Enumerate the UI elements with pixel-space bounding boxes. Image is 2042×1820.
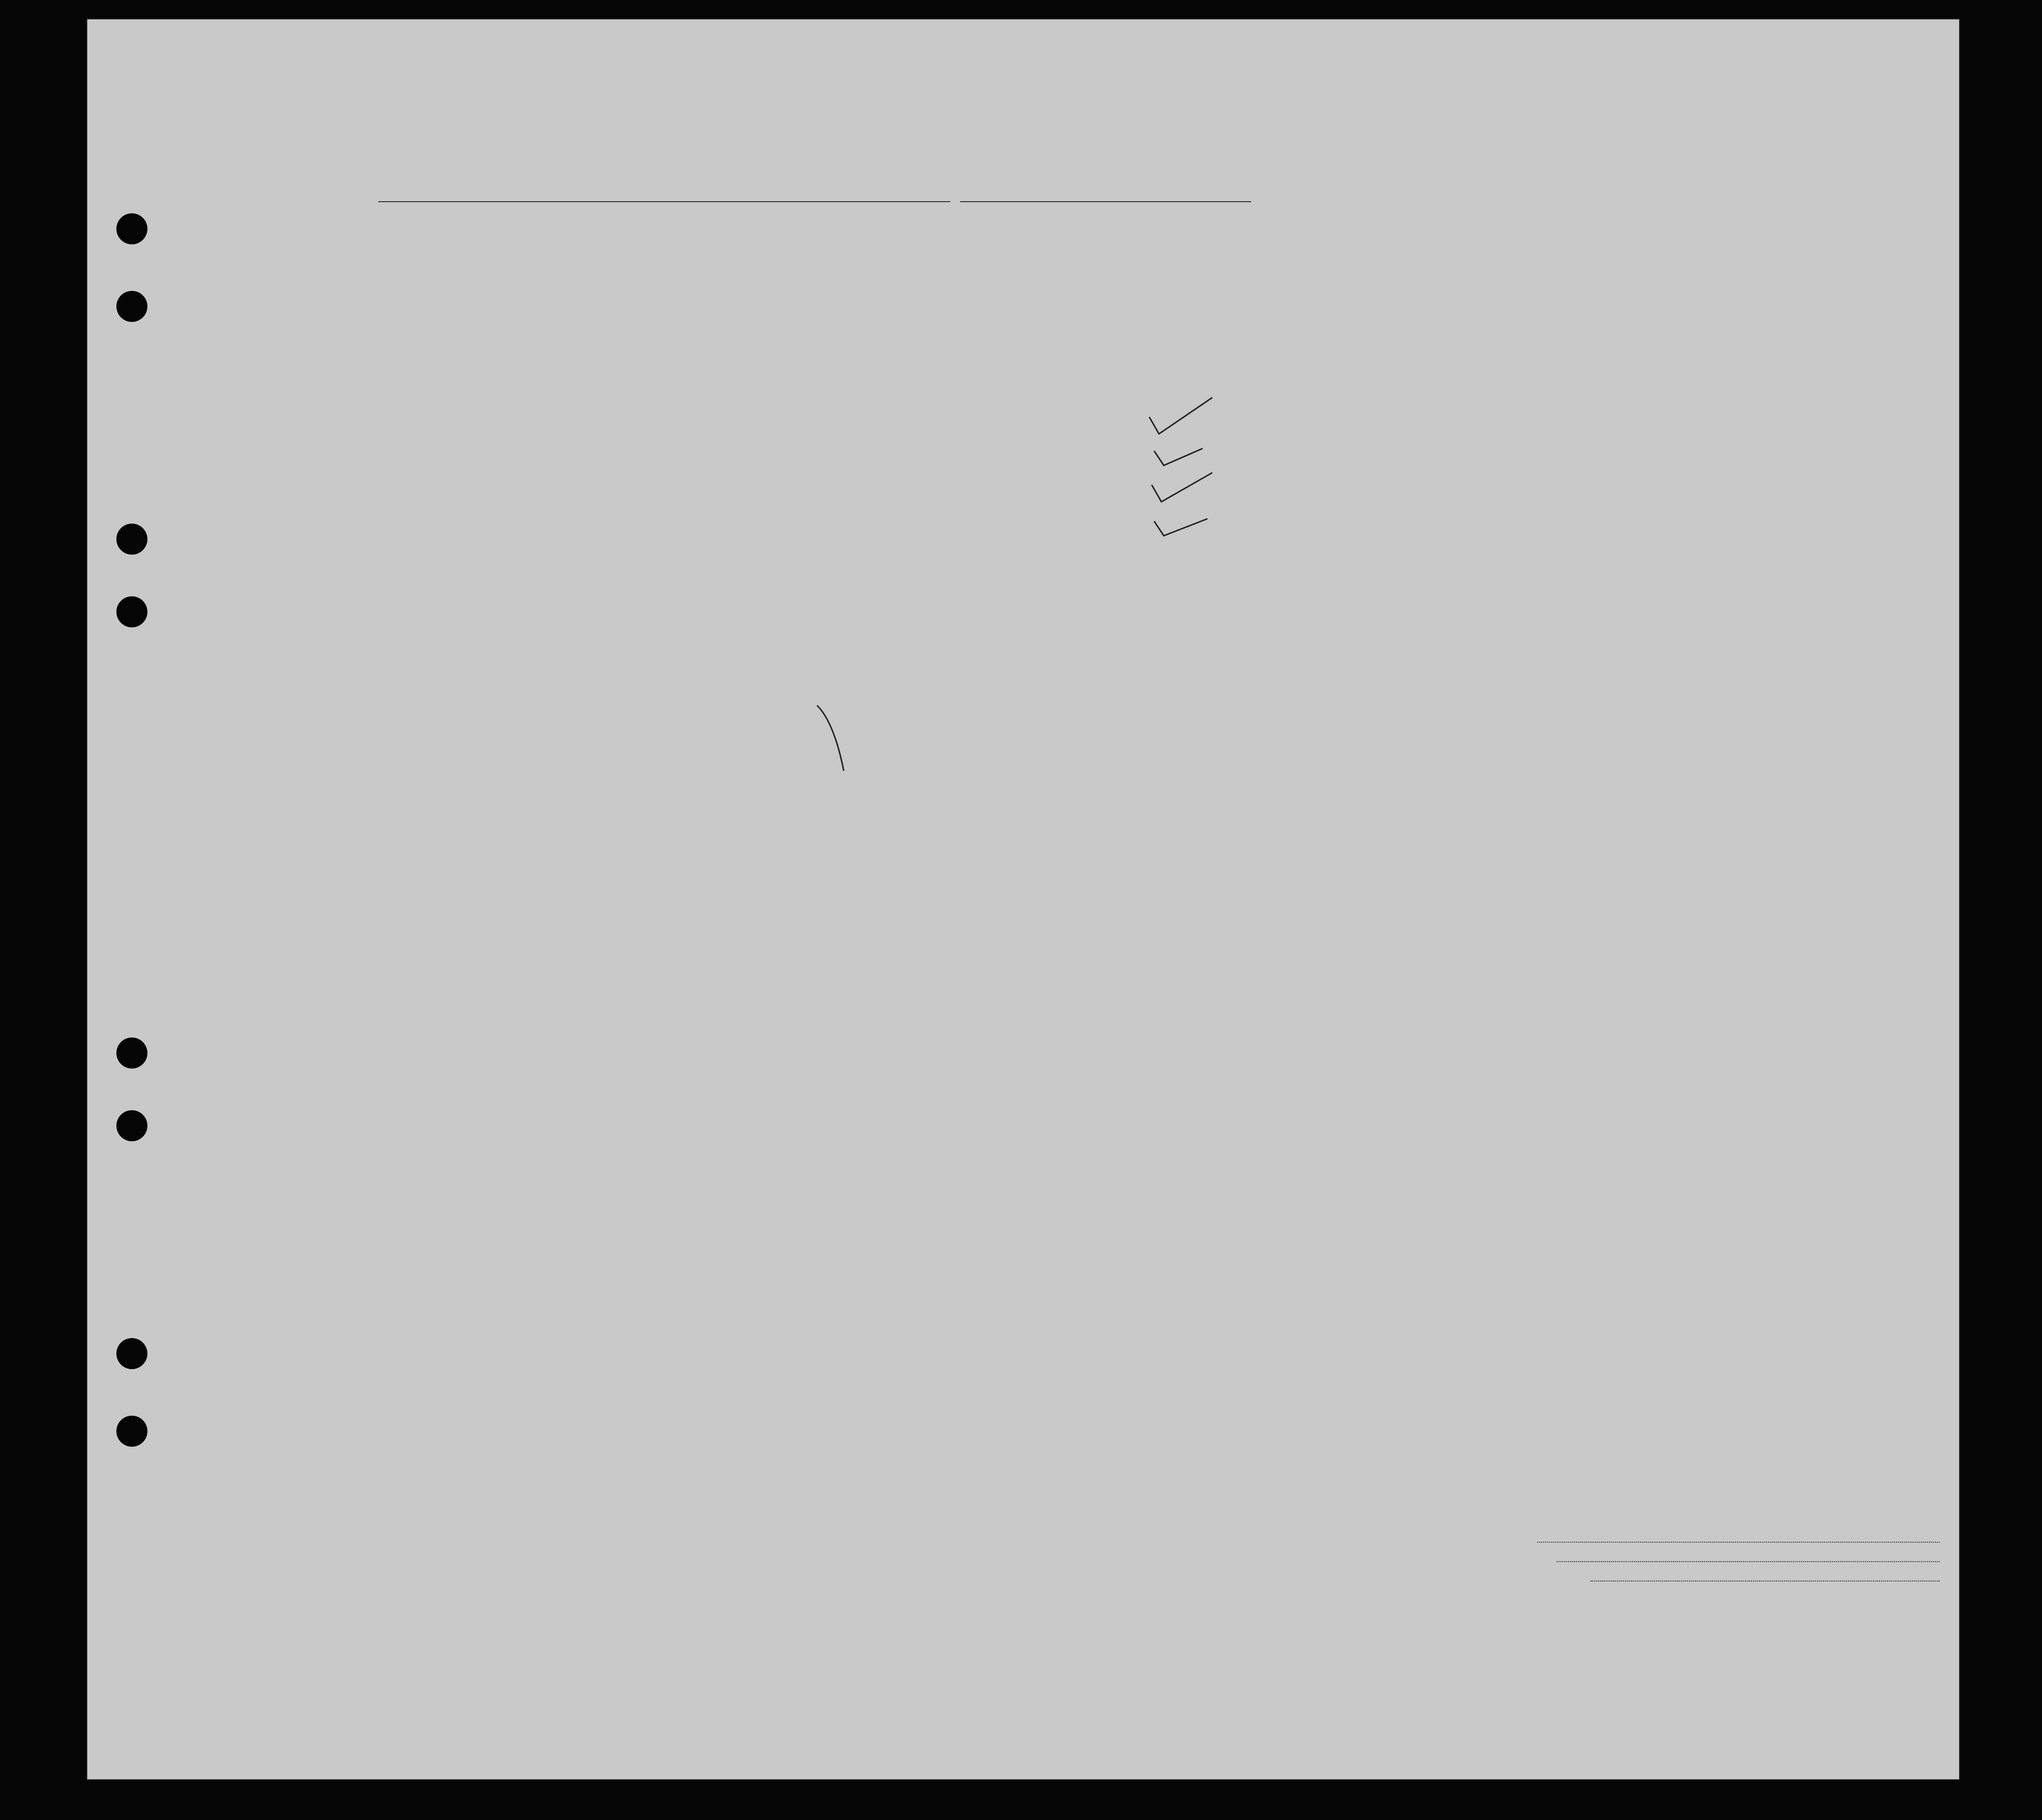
- owners-field: [1557, 1561, 1940, 1562]
- line-field: [1537, 1542, 1940, 1543]
- pen-stroke: [815, 703, 853, 776]
- table-grid: [87, 19, 1959, 1779]
- check-marks: [1144, 388, 1270, 543]
- manifest-sheet: [87, 19, 1959, 1779]
